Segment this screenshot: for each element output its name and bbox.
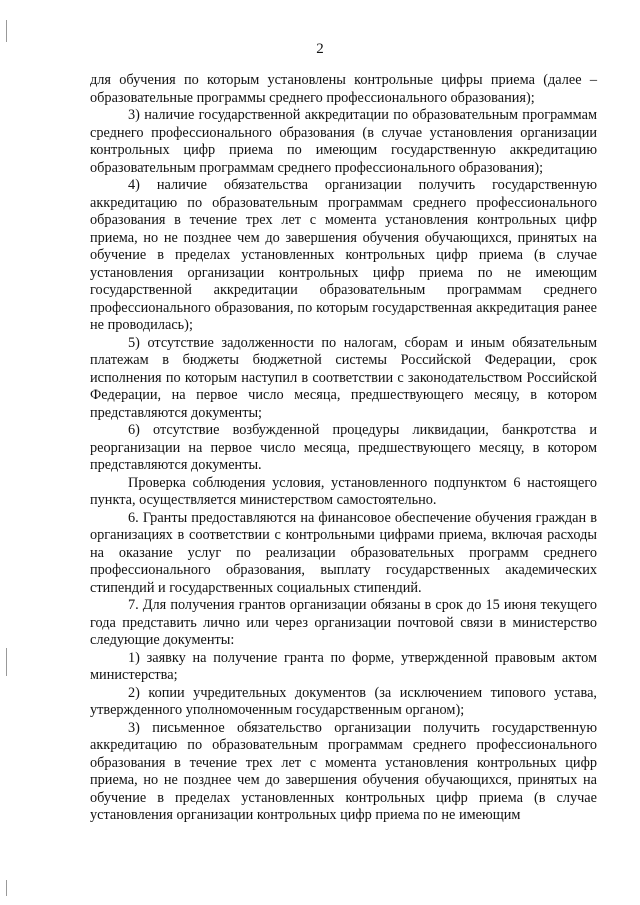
scan-margin-mark <box>6 880 7 896</box>
paragraph-doc-3-written-obligation: 3) письменное обязательство организации получить государственную аккредитацию по образовательным программам среднего профессионального образования в течение трех лет с момента установления контрольных цифр приема, но не позднее чем до завершения обучения обучающихся, принятых на обучение в пределах установленных контрольных цифр приема (в случае установления организации контрольных цифр приема по не имеющим <box>90 719 597 823</box>
paragraph-item-5-no-debt: 5) отсутствие задолженности по налогам, сборам и иным обязательным платежам в бюджеты бюджетной системы Российской Федерации, срок исполнения по которым наступил в соответствии с законодательством Российской Федерации, на первое число месяца, предшествующего месяцу, в котором представляются документы; <box>90 334 597 421</box>
document-body <box>90 72 597 825</box>
paragraph-item-3-accreditation: 3) наличие государственной аккредитации по образовательным программам среднего профессионального образования (в случае установления организации контрольных цифр приема по имеющим государственную аккредитацию образовательным программам среднего профессионального образования); <box>90 107 597 176</box>
paragraph-section-7-documents: 7. Для получения грантов организации обязаны в срок до 15 июня текущего года представить лично или через организации почтовой связи в министерство следующие документы: <box>90 597 597 648</box>
scan-margin-mark <box>6 20 7 42</box>
paragraph-continuation: для обучения по которым установлены контрольные цифры приема (далее – образовательные программы среднего профессионального образования); <box>90 72 597 106</box>
paragraph-doc-2-charter-copies: 2) копии учредительных документов (за исключением типового устава, утвержденного уполномоченным государственным органом); <box>90 684 597 718</box>
paragraph-doc-1-application: 1) заявку на получение гранта по форме, утвержденной правовым актом министерства; <box>90 649 597 683</box>
paragraph-item-6-no-liquidation: 6) отсутствие возбужденной процедуры ликвидации, банкротства и реорганизации на первое число месяца, предшествующего месяцу, в котором представляются документы. <box>90 422 597 473</box>
paragraph-item-4-obligation: 4) наличие обязательства организации получить государственную аккредитацию по образовательным программам среднего профессионального образования в течение трех лет с момента установления контрольных цифр приема, но не позднее чем до завершения обучения обучающихся, принятых на обучение в пределах установленных контрольных цифр приема (в случае установления организации контрольных цифр приема по не имеющим государственной аккредитации образовательным программам среднего профессионального образования, по которым государственная аккредитация ранее не проводилась); <box>90 177 597 333</box>
paragraph-section-6-grants: 6. Гранты предоставляются на финансовое обеспечение обучения граждан в организациях в соответствии с контрольными цифрами приема, включая расходы на оказание услуг по реализации образовательных программ среднего профессионального образования, выплату государственных академических стипендий и государственных социальных стипендий. <box>90 509 597 596</box>
page-number: 2 <box>316 41 324 57</box>
paragraph-verification: Проверка соблюдения условия, установленного подпунктом 6 настоящего пункта, осуществляется министерством самостоятельно. <box>90 474 597 508</box>
scan-margin-mark <box>6 648 7 676</box>
